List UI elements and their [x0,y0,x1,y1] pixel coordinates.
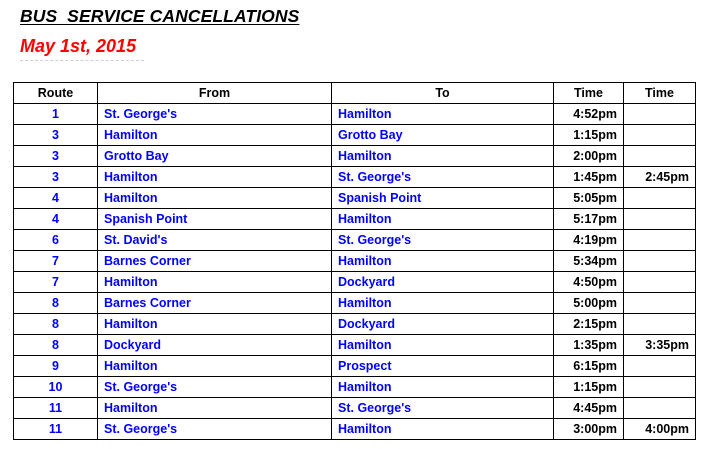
document-title: BUS SERVICE CANCELLATIONS [20,6,300,26]
from-cell: Hamilton [98,125,332,146]
to-cell: Hamilton [332,293,554,314]
second-time-cell [624,293,696,314]
table-row [14,188,696,209]
header-time: Time [554,83,624,104]
second-time-cell [624,230,696,251]
time-cell: 5:17pm [554,209,624,230]
to-cell: Hamilton [332,419,554,440]
second-time-cell [624,272,696,293]
from-cell: Hamilton [98,167,332,188]
document-date: May 1st, 2015 [20,36,137,56]
from-cell: Spanish Point [98,209,332,230]
table-row [14,293,696,314]
time-cell: 1:15pm [554,125,624,146]
time-cell: 2:00pm [554,146,624,167]
time-cell: 4:19pm [554,230,624,251]
table-row [14,335,696,356]
to-cell: Hamilton [332,146,554,167]
to-cell: Prospect [332,356,554,377]
to-cell: Hamilton [332,209,554,230]
time-cell: 1:15pm [554,377,624,398]
route-cell: 4 [14,188,98,209]
to-cell: Hamilton [332,104,554,125]
header-route: Route [14,83,98,104]
time-cell: 2:15pm [554,314,624,335]
route-cell: 3 [14,167,98,188]
route-cell: 3 [14,146,98,167]
from-cell: Hamilton [98,272,332,293]
time-cell: 1:35pm [554,335,624,356]
header-from: From [98,83,332,104]
second-time-cell [624,209,696,230]
table-row [14,272,696,293]
table-row [14,167,696,188]
route-cell: 7 [14,272,98,293]
from-cell: St. George's [98,377,332,398]
from-cell: Hamilton [98,188,332,209]
time-cell: 4:50pm [554,272,624,293]
from-cell: Hamilton [98,314,332,335]
from-cell: Hamilton [98,356,332,377]
from-cell: Grotto Bay [98,146,332,167]
route-cell: 3 [14,125,98,146]
time-cell: 5:34pm [554,251,624,272]
header-time-2: Time [624,83,696,104]
table-row [14,251,696,272]
second-time-cell [624,125,696,146]
route-cell: 8 [14,314,98,335]
table-row [14,230,696,251]
to-cell: St. George's [332,230,554,251]
table-row [14,209,696,230]
date-underline [20,60,144,61]
time-cell: 1:45pm [554,167,624,188]
second-time-cell [624,314,696,335]
second-time-cell: 4:00pm [624,419,696,440]
from-cell: St. David's [98,230,332,251]
second-time-cell [624,188,696,209]
header-row [14,83,696,104]
table-row [14,125,696,146]
from-cell: Dockyard [98,335,332,356]
table-row [14,314,696,335]
route-cell: 8 [14,335,98,356]
time-cell: 6:15pm [554,356,624,377]
second-time-cell: 3:35pm [624,335,696,356]
to-cell: Spanish Point [332,188,554,209]
route-cell: 4 [14,209,98,230]
to-cell: Hamilton [332,251,554,272]
second-time-cell [624,251,696,272]
table-body [14,104,696,440]
from-cell: St. George's [98,104,332,125]
time-cell: 4:45pm [554,398,624,419]
route-cell: 11 [14,419,98,440]
table-row [14,377,696,398]
to-cell: Dockyard [332,314,554,335]
route-cell: 1 [14,104,98,125]
from-cell: Hamilton [98,398,332,419]
second-time-cell: 2:45pm [624,167,696,188]
route-cell: 7 [14,251,98,272]
from-cell: St. George's [98,419,332,440]
route-cell: 6 [14,230,98,251]
route-cell: 9 [14,356,98,377]
time-cell: 3:00pm [554,419,624,440]
time-cell: 5:00pm [554,293,624,314]
to-cell: Grotto Bay [332,125,554,146]
second-time-cell [624,356,696,377]
second-time-cell [624,146,696,167]
from-cell: Barnes Corner [98,293,332,314]
to-cell: Hamilton [332,335,554,356]
route-cell: 10 [14,377,98,398]
to-cell: Hamilton [332,377,554,398]
route-cell: 8 [14,293,98,314]
to-cell: St. George's [332,398,554,419]
table-row [14,419,696,440]
time-cell: 5:05pm [554,188,624,209]
second-time-cell [624,398,696,419]
cancellations-table [13,82,696,440]
table-row [14,398,696,419]
route-cell: 11 [14,398,98,419]
to-cell: Dockyard [332,272,554,293]
table-row [14,146,696,167]
header-to: To [332,83,554,104]
second-time-cell [624,104,696,125]
table-row [14,356,696,377]
time-cell: 4:52pm [554,104,624,125]
to-cell: St. George's [332,167,554,188]
table-row [14,104,696,125]
from-cell: Barnes Corner [98,251,332,272]
second-time-cell [624,377,696,398]
